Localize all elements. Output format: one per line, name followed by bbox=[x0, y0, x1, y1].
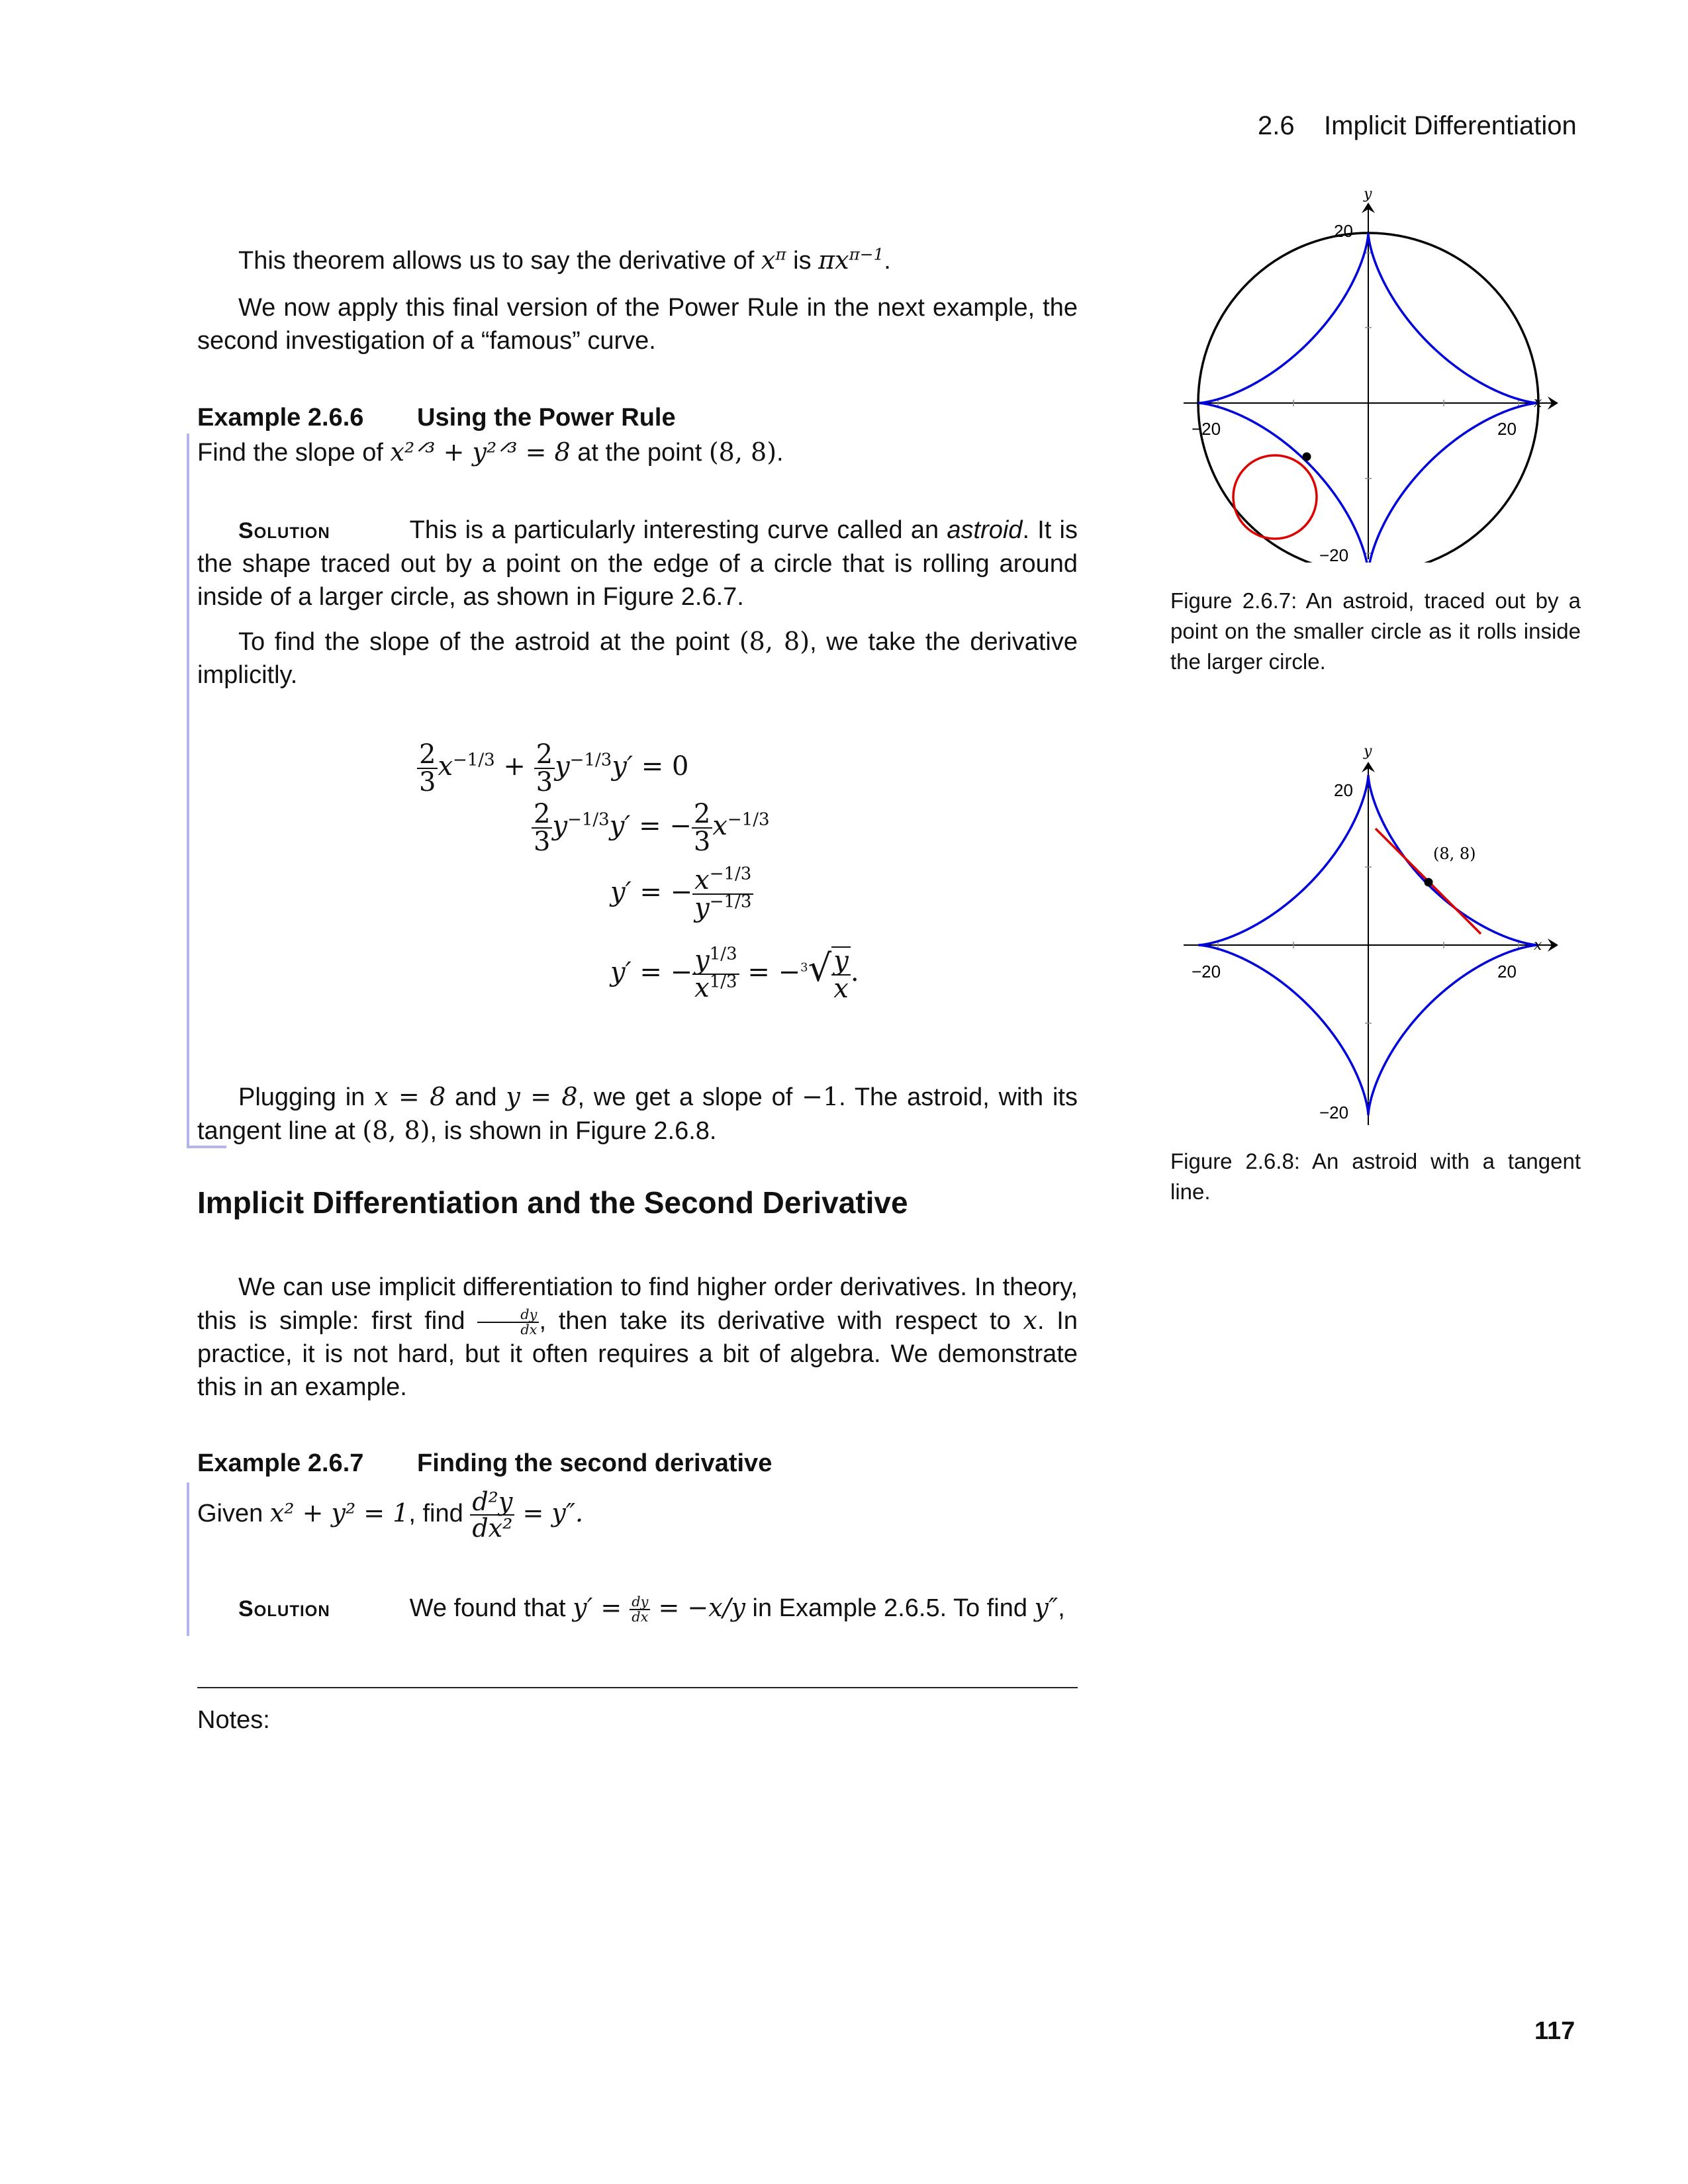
tracing-point bbox=[1303, 453, 1311, 461]
example-number: Example 2.6.6 bbox=[197, 404, 364, 432]
figure-caption: Figure 2.6.7: An astroid, traced out by a point on the smaller circle as it rolls inside the larger circle. bbox=[1170, 588, 1581, 674]
intro-paragraph-2: We now apply this final version of the Power Rule in the next example, the second investigation of a “famous” curve. bbox=[197, 294, 1078, 355]
text: This theorem allows us to say the derivative of bbox=[238, 247, 761, 275]
example-title: Using the Power Rule bbox=[417, 404, 676, 432]
equation-line-4: y′ = − $\frac{y^{1/3}}{x^{1/3}}$ = −$^3$√ $\frac{y}{x}$ . bbox=[610, 944, 859, 1004]
equation-line-1: $\frac{2}{3}$ $x^{-1/3}$ + $\frac{2}{3}$ $y^{-1/3}y' = 0$ bbox=[417, 741, 688, 796]
math-pi-x: $\pi x^{\pi-1}$ bbox=[818, 244, 884, 275]
example-heading bbox=[197, 1449, 773, 1478]
solution-paragraph-1: Solution This is a particularly interesting curve called an astroid. It is the shape traced out by a point on the edge of a circle that is rolling around inside of a larger circle, as shown in Figure 2.6.7. bbox=[197, 516, 1078, 611]
intro-paragraph-1: This theorem allows us to say the derivative of $x^\pi$ is $\pi x^{\pi-1}$. bbox=[238, 244, 891, 275]
example-margin-bar bbox=[187, 433, 189, 1148]
example-title: Finding the second derivative bbox=[417, 1449, 773, 1477]
svg-text:20: 20 bbox=[1497, 962, 1517, 981]
svg-text:−20: −20 bbox=[1319, 545, 1349, 563]
section-heading: Implicit Differentiation and the Second Derivative bbox=[197, 1185, 908, 1220]
text: is bbox=[786, 247, 819, 275]
notes-label: Notes: bbox=[197, 1706, 270, 1734]
term-astroid: astroid bbox=[947, 516, 1023, 544]
conclusion-paragraph: Plugging in x = 8 and y = 8, we get a slope of −1. The astroid, with its tangent line at (8, 8), is shown in Figure 2.6.8. bbox=[197, 1082, 1078, 1145]
solution-paragraph-2: To find the slope of the astroid at the point (8, 8), we take the derivative implicitly. bbox=[197, 627, 1078, 689]
example-statement: Find the slope of x²ᐟ³ + y²ᐟ³ = 8 at the point (8, 8). bbox=[197, 437, 784, 467]
svg-text:20: 20 bbox=[1334, 780, 1353, 800]
math-astroid-equation: x²ᐟ³ + y²ᐟ³ = 8 bbox=[390, 437, 571, 467]
svg-text:x: x bbox=[1534, 937, 1542, 954]
point-8-8 bbox=[1425, 878, 1433, 887]
svg-text:−20: −20 bbox=[1192, 962, 1221, 981]
rolling-circle bbox=[1233, 455, 1317, 539]
solution-label: Solution bbox=[238, 1596, 330, 1621]
svg-text:20: 20 bbox=[1497, 419, 1517, 439]
section-paragraph: We can use implicit differentiation to find higher order derivatives. In theory, this is simple: first find $\frac{dy}{dx}$ , then take its derivative with respect to x. In practice, it is not hard, but it often requires a bit of algebra. We demonstrate this in an example. bbox=[197, 1273, 1078, 1401]
page-number: 117 bbox=[1534, 2017, 1575, 2045]
running-head: 2.6 Implicit Differentiation bbox=[1258, 111, 1577, 140]
example-margin-bar bbox=[187, 1482, 189, 1636]
example-heading bbox=[197, 404, 676, 432]
math-x-pi: $x^\pi$ bbox=[761, 244, 786, 275]
svg-text:(8, 8): (8, 8) bbox=[1433, 844, 1476, 863]
example-number: Example 2.6.7 bbox=[197, 1449, 364, 1477]
equation-line-3: y′ = − $\frac{x^{-1/3}}{y^{-1/3}}$ bbox=[610, 867, 753, 921]
figure-astroid-tangent bbox=[1165, 728, 1575, 1125]
notes-divider bbox=[197, 1687, 1078, 1688]
figure-caption: Figure 2.6.8: An astroid with a tangent line. bbox=[1170, 1149, 1581, 1204]
solution-paragraph: Solution We found that y′ = $\frac{dy}{dx}$ = −x/y in Example 2.6.5. To find y″, bbox=[238, 1593, 1065, 1625]
equation-line-2: $\frac{2}{3}$ $y^{-1/3}y'$ = − $\frac{2}{3}$ $x^{-1/3}$ bbox=[532, 801, 770, 855]
svg-text:−20: −20 bbox=[1192, 419, 1221, 439]
svg-text:y: y bbox=[1364, 186, 1372, 203]
svg-text:x: x bbox=[1534, 394, 1542, 411]
example-statement: Given x² + y² = 1, find $\frac{\text{d²y}}{\text{dx²}}$ = y″. bbox=[197, 1487, 584, 1543]
svg-text:20: 20 bbox=[1334, 221, 1353, 241]
figure-astroid-rolling-circle bbox=[1165, 179, 1575, 563]
svg-text:−20: −20 bbox=[1319, 1103, 1349, 1122]
svg-text:y: y bbox=[1364, 743, 1372, 760]
solution-label: Solution bbox=[238, 518, 330, 543]
